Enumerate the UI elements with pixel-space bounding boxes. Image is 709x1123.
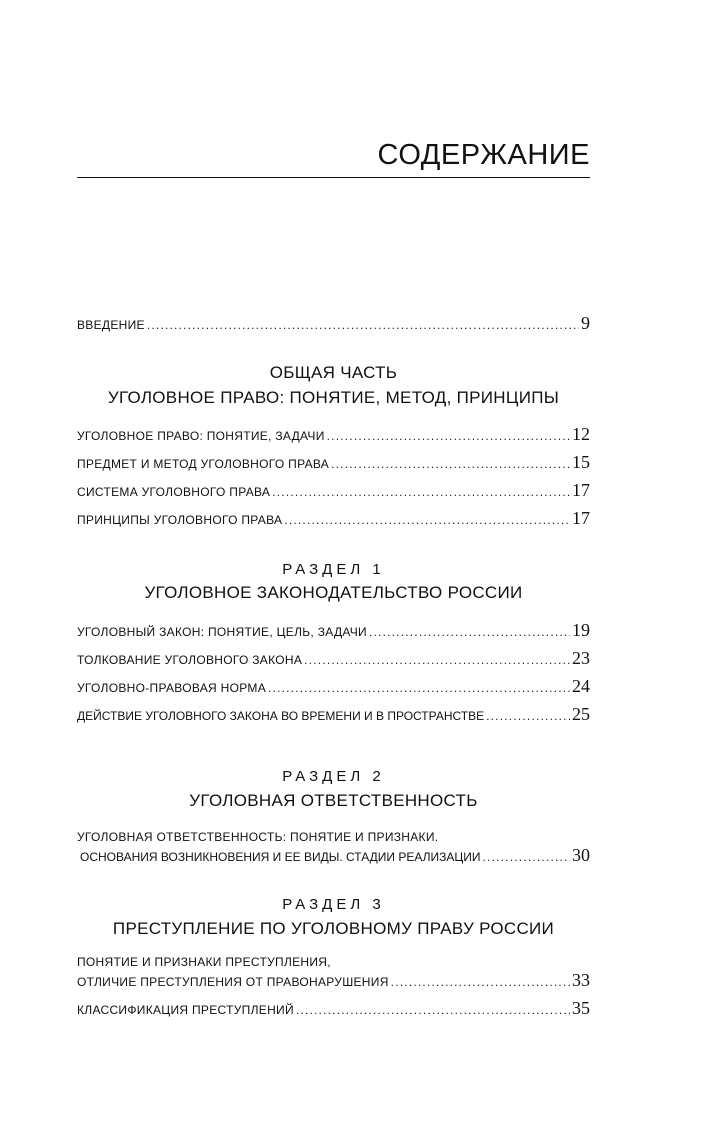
dot-leader (391, 975, 570, 989)
toc-entry[interactable] (77, 648, 590, 669)
section-label: РАЗДЕЛ 3 (282, 896, 385, 913)
section-title: УГОЛОВНОЕ ЗАКОНОДАТЕЛЬСТВО РОССИИ (144, 583, 523, 602)
toc-entry[interactable] (77, 845, 590, 866)
toc-entry-title: УГОЛОВНЫЙ ЗАКОН: ПОНЯТИЕ, ЦЕЛЬ, ЗАДАЧИ (77, 625, 367, 639)
toc-entry-page: 23 (572, 648, 590, 668)
toc-entry-title: ОСНОВАНИЯ ВОЗНИКНОВЕНИЯ И ЕЕ ВИДЫ. СТАДИИ РЕАЛИЗАЦИИ (80, 850, 481, 864)
toc-entry-page: 25 (572, 704, 590, 724)
toc-entry-first-line: УГОЛОВНАЯ ОТВЕТСТВЕННОСТЬ: ПОНЯТИЕ И ПРИЗНАКИ. (77, 830, 439, 844)
dot-leader (327, 429, 570, 443)
dot-leader (284, 513, 570, 527)
section-label: РАЗДЕЛ 1 (282, 561, 385, 578)
title-rule (77, 177, 590, 178)
page-title: СОДЕРЖАНИЕ (377, 139, 590, 171)
section-label: РАЗДЕЛ 2 (282, 768, 385, 785)
dot-leader (304, 653, 570, 667)
toc-entry-page: 15 (572, 452, 590, 472)
toc-entry-intro[interactable] (77, 313, 590, 334)
dot-leader (331, 457, 570, 471)
toc-entry-title: ОТЛИЧИЕ ПРЕСТУПЛЕНИЯ ОТ ПРАВОНАРУШЕНИЯ (77, 975, 389, 989)
toc-entry-title: ПРЕДМЕТ И МЕТОД УГОЛОВНОГО ПРАВА (77, 457, 330, 471)
toc-entry[interactable] (77, 452, 590, 473)
part-title: ОБЩАЯ ЧАСТЬ (269, 363, 398, 382)
dot-leader (147, 318, 579, 332)
toc-entry-title: ДЕЙСТВИЕ УГОЛОВНОГО ЗАКОНА ВО ВРЕМЕНИ И В ПРОСТРАНСТВЕ (77, 709, 485, 723)
toc-entry-page: 9 (581, 313, 590, 333)
toc-entry-page: 17 (572, 508, 590, 528)
dot-leader (486, 709, 570, 723)
dot-leader (268, 681, 570, 695)
toc-entry-page: 35 (572, 998, 590, 1018)
toc-entry-title: УГОЛОВНО-ПРАВОВАЯ НОРМА (77, 681, 267, 695)
toc-entry[interactable] (77, 970, 590, 991)
toc-entry-page: 19 (572, 620, 590, 640)
toc-entry[interactable] (77, 620, 590, 641)
toc-entry[interactable] (77, 676, 590, 697)
toc-entry-title: КЛАССИФИКАЦИЯ ПРЕСТУПЛЕНИЙ (77, 1003, 294, 1017)
section-title: ПРЕСТУПЛЕНИЕ ПО УГОЛОВНОМУ ПРАВУ РОССИИ (112, 919, 555, 938)
toc-entry-page: 17 (572, 480, 590, 500)
toc-entry-title: ПРИНЦИПЫ УГОЛОВНОГО ПРАВА (77, 513, 283, 527)
toc-entry-page: 24 (572, 676, 590, 696)
toc-entry[interactable] (77, 704, 590, 725)
part-subtitle: УГОЛОВНОЕ ПРАВО: ПОНЯТИЕ, МЕТОД, ПРИНЦИПЫ (107, 388, 560, 407)
toc-entry-page: 30 (572, 845, 590, 865)
dot-leader (272, 485, 570, 499)
dot-leader (296, 1003, 570, 1017)
toc-entry[interactable] (77, 480, 590, 501)
toc-entry[interactable] (77, 998, 590, 1019)
toc-entry-title: ВВЕДЕНИЕ (77, 318, 145, 332)
section-title: УГОЛОВНАЯ ОТВЕТСТВЕННОСТЬ (189, 791, 478, 810)
toc-entry-page: 12 (572, 424, 590, 444)
dot-leader (369, 625, 570, 639)
toc-entry-page: 33 (572, 970, 590, 990)
dot-leader (482, 850, 570, 864)
toc-entry-title: ТОЛКОВАНИЕ УГОЛОВНОГО ЗАКОНА (77, 653, 303, 667)
toc-entry-title: СИСТЕМА УГОЛОВНОГО ПРАВА (77, 485, 271, 499)
toc-entry[interactable] (77, 424, 590, 445)
toc-entry-first-line: ПОНЯТИЕ И ПРИЗНАКИ ПРЕСТУПЛЕНИЯ, (77, 955, 331, 969)
toc-entry[interactable] (77, 508, 590, 529)
toc-entry-title: УГОЛОВНОЕ ПРАВО: ПОНЯТИЕ, ЗАДАЧИ (77, 429, 325, 443)
